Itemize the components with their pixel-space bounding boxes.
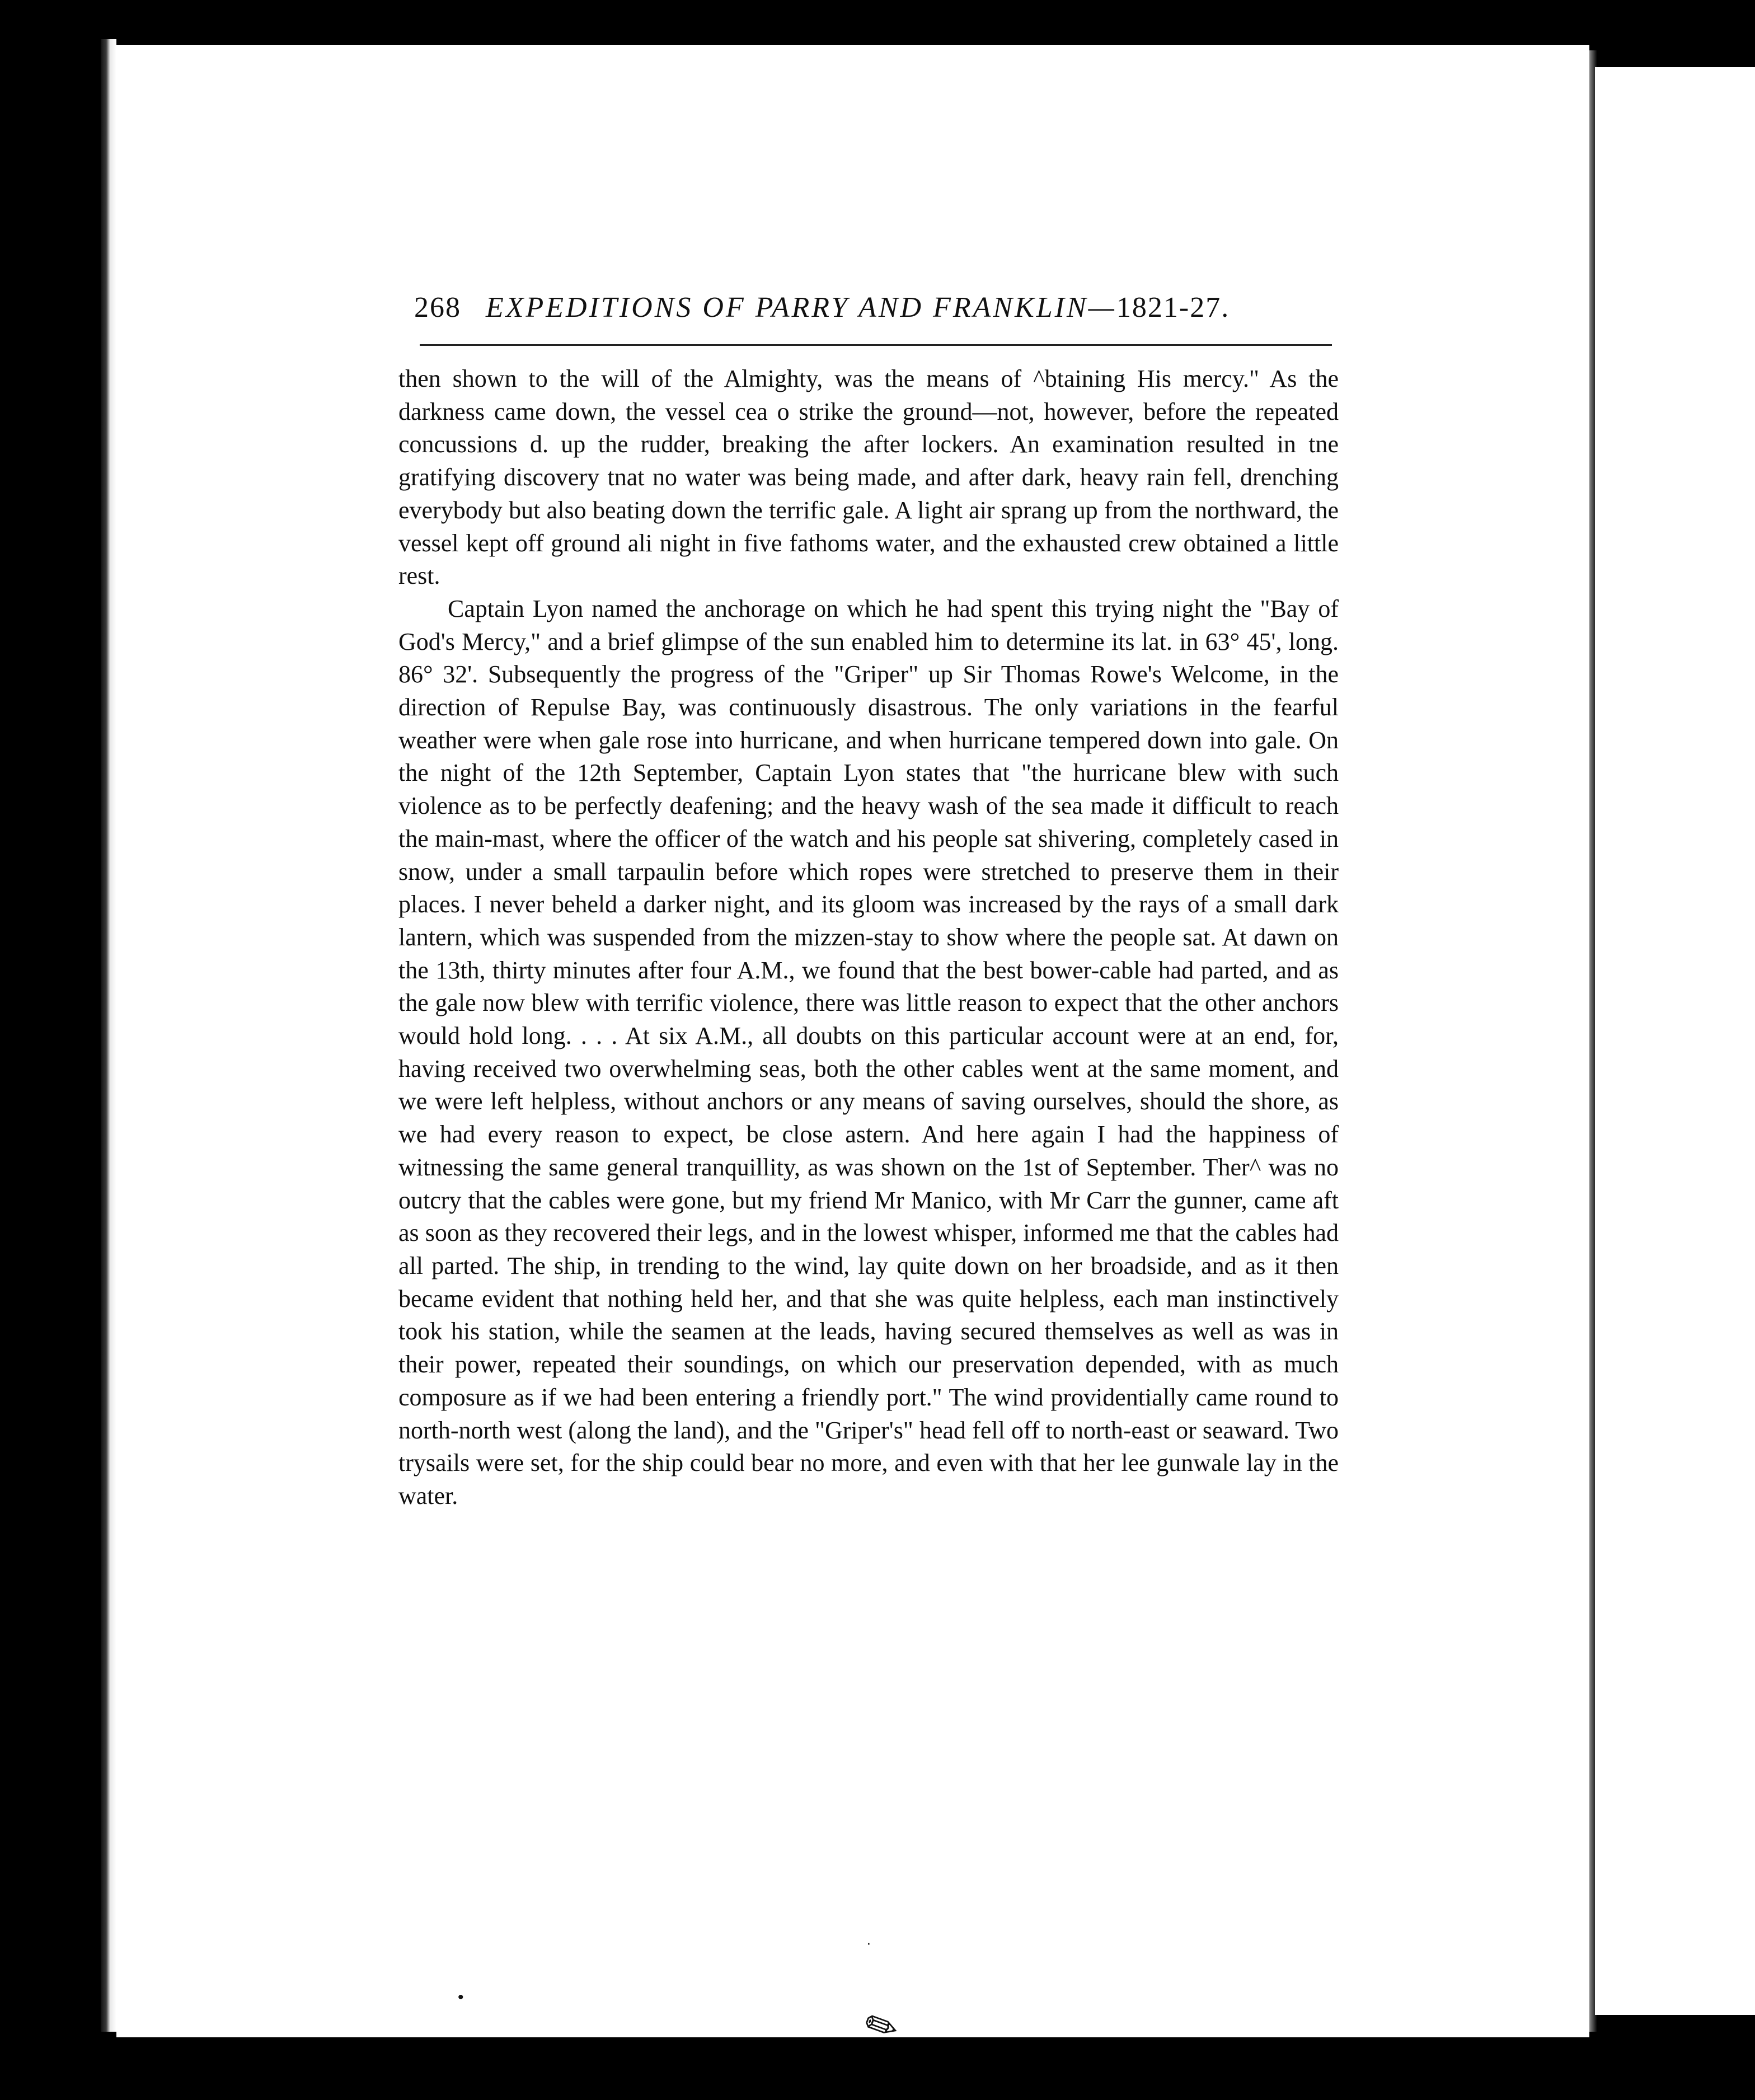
- running-header: [414, 291, 1332, 325]
- next-page-sliver: [1595, 67, 1755, 2015]
- body-text: [398, 363, 1339, 1513]
- scan-speck: •: [458, 1988, 464, 2007]
- scan-speck: ✎: [857, 2000, 906, 2054]
- page-left-edge: [101, 39, 116, 2032]
- scan-speck: ·: [866, 1934, 871, 1951]
- paragraph: then shown to the will of the Almighty, was the means of ^btaining His mercy." As the darkness came down, the vessel cea o strike the ground—not, however, before the repeated concussions d. up the rudder, breaking the after lockers. An examination resulted in tne gratifying discovery tnat no water was being made, and after dark, heavy rain fell, drenching everybody but also beating down the terrific gale. A light air sprang up from the northward, the vessel kept off ground ali night in five fathoms water, and the exhausted crew obtained a little rest.: [398, 365, 1339, 590]
- paragraph: Captain Lyon named the anchorage on which he had spent this trying night the "Bay of God's Mercy," and a brief glimpse of the sun enabled him to determine its lat. in 63° 45', long. 86° 32'. Subsequently the progress of the "Griper" up Sir Thomas Rowe's Welcome, in the direction of Repulse Bay, was continuously disastrous. The only variations in the fearful weather were when gale rose into hurricane, and when hurricane tempered down into gale. On the night of the 12th September, Captain Lyon states that "the hurricane blew with such violence as to be perfectly deafening; and the heavy wash of the sea made it difficult to reach the main-mast, where the officer of the watch and his people sat shivering, completely cased in snow, under a small tarpaulin before which ropes were stretched to preserve them in their places. I never beheld a darker night, and its gloom was increased by the rays of a small dark lantern, which was suspended from the mizzen-stay to show where the people sat. At dawn on the 13th, thirty minutes after four A.M., we found that the best bower-cable had parted, and as the gale now blew with terrific violence, there was little reason to expect that the other anchors would hold long. . . . At six A.M., all doubts on this particular account were at an end, for, having received two overwhelming seas, both the other cables went at the same moment, and we were left helpless, without anchors or any means of saving ourselves, should the shore, as we had every reason to expect, be close astern. And here again I had the happiness of witnessing the same general tranquillity, as was shown on the 1st of September. Ther^ was no outcry that the cables were gone, but my friend Mr Manico, with Mr Carr the gunner, came aft as soon as they recovered their legs, and in the lowest whisper, informed me that the cables had all parted. The ship, in trending to the wind, lay quite down on her broadside, and as it then became evident that nothing held her, and that she was quite helpless, each man instinctively took his station, while the seamen at the leads, having secured themselves as well as was in their power, repeated their soundings, on which our preservation depended, with as much composure as if we had been entering a friendly port." The wind providentially came round to north-north west (along the land), and the "Griper's" head fell off to north-east or seaward. Two trysails were set, for the ship could bear no more, and even with that her lee gunwale lay in the water.: [398, 594, 1339, 1510]
- header-rule: [420, 344, 1332, 346]
- page-number: 268: [414, 292, 461, 324]
- running-title: EXPEDITIONS OF PARRY AND FRANKLIN—: [486, 292, 1116, 324]
- date-range: 1821-27.: [1116, 292, 1230, 324]
